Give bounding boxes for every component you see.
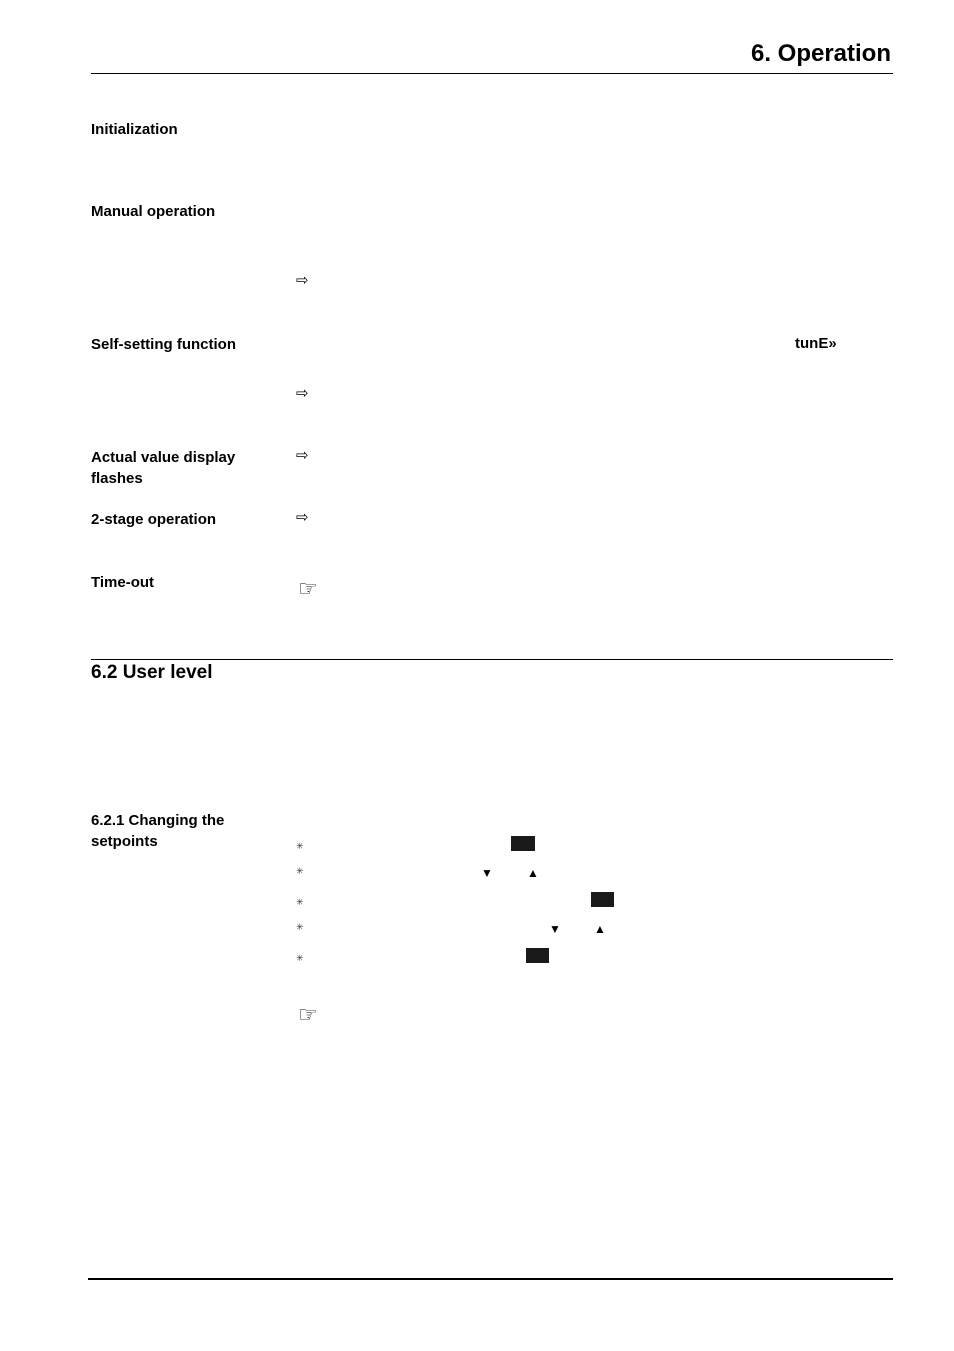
key-button-icon	[511, 836, 535, 851]
footer-rule	[88, 1278, 893, 1280]
label-2-stage-operation: 2-stage operation	[91, 511, 217, 528]
up-arrow-icon: ▲	[527, 866, 539, 880]
key-button-icon	[591, 892, 614, 907]
label-time-out: Time-out	[91, 574, 155, 591]
bullet-icon: ✳	[296, 953, 304, 963]
down-arrow-icon: ▼	[549, 922, 561, 936]
label-initialization: Initialization	[91, 121, 178, 138]
tune-text: tunE»	[795, 335, 837, 352]
arrow-icon: ⇨	[296, 509, 309, 526]
section-rule	[91, 659, 893, 660]
pointing-hand-icon: ☞	[298, 576, 318, 601]
label-actual-value-display: Actual value display flashes	[91, 449, 236, 487]
header-rule	[91, 73, 893, 74]
up-arrow-icon: ▲	[594, 922, 606, 936]
bullet-icon: ✳	[296, 897, 304, 907]
arrow-icon: ⇨	[296, 272, 309, 289]
page-title: 6. Operation	[750, 40, 891, 67]
pointing-hand-icon: ☞	[298, 1002, 318, 1027]
arrow-icon: ⇨	[296, 385, 309, 402]
label-self-setting-function: Self-setting function	[91, 336, 236, 353]
section-heading-user-level: 6.2 User level	[91, 662, 213, 683]
key-button-icon	[526, 948, 549, 963]
bullet-icon: ✳	[296, 922, 304, 932]
bullet-icon: ✳	[296, 841, 304, 851]
bullet-icon: ✳	[296, 866, 304, 876]
label-manual-operation: Manual operation	[91, 203, 216, 220]
subsection-heading-changing-setpoints: 6.2.1 Changing the setpoints	[91, 812, 225, 850]
arrow-icon: ⇨	[296, 447, 309, 464]
down-arrow-icon: ▼	[481, 866, 493, 880]
